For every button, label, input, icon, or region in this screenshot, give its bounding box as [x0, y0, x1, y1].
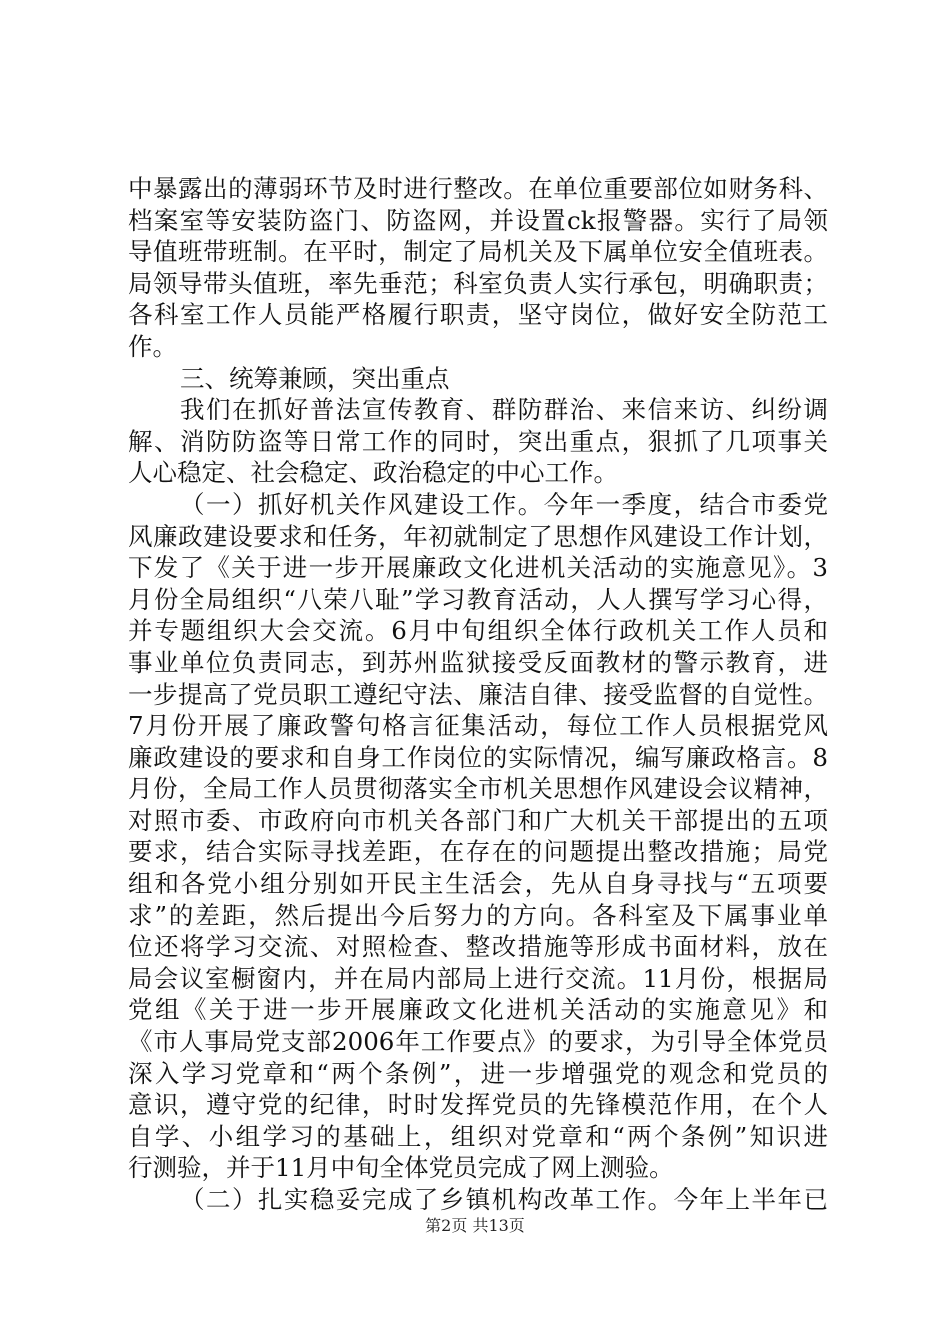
text-line: 档案室等安装防盗门、防盗网，并设置ck报警器。实行了局领 [128, 205, 828, 235]
text-line: 人心稳定、社会稳定、政治稳定的中心工作。 [128, 458, 618, 488]
text-line: 导值班带班制。在平时，制定了局机关及下属单位安全值班表。 [128, 237, 828, 267]
text-line: 局领导带头值班，率先垂范；科室负责人实行承包，明确职责； [128, 268, 828, 298]
text-line: 求”的差距，然后提出今后努力的方向。各科室及下属事业单 [128, 900, 828, 930]
text-line: 风廉政建设要求和任务，年初就制定了思想作风建设工作计划， [128, 521, 828, 551]
text-line: 中暴露出的薄弱环节及时进行整改。在单位重要部位如财务科、 [128, 174, 828, 203]
text-line: 党组《关于进一步开展廉政文化进机关活动的实施意见》和 [128, 995, 828, 1025]
text-line: 7月份开展了廉政警句格言征集活动，每位工作人员根据党风 [128, 711, 828, 741]
text-line: 《市人事局党支部2006年工作要点》的要求，为引导全体党员 [128, 1027, 828, 1057]
text-line: （一）抓好机关作风建设工作。今年一季度，结合市委党 [180, 489, 828, 519]
text-line: 意识，遵守党的纪律，时时发挥党员的先锋模范作用，在个人 [128, 1090, 828, 1120]
text-line: 事业单位负责同志，到苏州监狱接受反面教材的警示教育，进 [128, 647, 828, 677]
text-line: 位还将学习交流、对照检查、整改措施等形成书面材料，放在 [128, 932, 828, 962]
text-line: 组和各党小组分别如开民主生活会，先从自身寻找与“五项要 [128, 869, 828, 899]
text-line: 作。 [128, 331, 177, 361]
text-line: 下发了《关于进一步开展廉政文化进机关活动的实施意见》。3 [128, 553, 828, 583]
text-line: 并专题组织大会交流。6月中旬组织全体行政机关工作人员和 [128, 616, 828, 646]
text-line: 解、消防防盗等日常工作的同时，突出重点，狠抓了几项事关 [128, 426, 828, 456]
text-line: 自学、小组学习的基础上，组织对党章和“两个条例”知识进 [128, 1121, 828, 1151]
text-line: 局会议室橱窗内，并在局内部局上进行交流。11月份，根据局 [128, 963, 828, 993]
text-line: 要求，结合实际寻找差距，在存在的问题提出整改措施；局党 [128, 837, 828, 867]
text-line: 廉政建设的要求和自身工作岗位的实际情况，编写廉政格言。8 [128, 742, 828, 772]
text-line: 一步提高了党员职工遵纪守法、廉洁自律、接受监督的自觉性。 [128, 679, 828, 709]
body-text [128, 173, 828, 1216]
text-line: 月份全局组织“八荣八耻”学习教育活动，人人撰写学习心得， [128, 584, 828, 614]
text-line: 三、统筹兼顾，突出重点 [180, 363, 450, 393]
text-line: （二）扎实稳妥完成了乡镇机构改革工作。今年上半年已 [180, 1185, 828, 1214]
text-line: 对照市委、市政府向市机关各部门和广大机关干部提出的五项 [128, 805, 828, 835]
page-footer: 第2页 共13页 [425, 1216, 525, 1235]
text-line: 各科室工作人员能严格履行职责，坚守岗位，做好安全防范工 [128, 300, 828, 330]
text-line: 行测验，并于11月中旬全体党员完成了网上测验。 [128, 1153, 674, 1183]
text-line: 月份，全局工作人员贯彻落实全市机关思想作风建设会议精神， [128, 774, 828, 804]
text-line: 我们在抓好普法宣传教育、群防群治、来信来访、纠纷调 [180, 395, 828, 425]
text-line: 深入学习党章和“两个条例”，进一步增强党的观念和党员的 [128, 1058, 828, 1088]
